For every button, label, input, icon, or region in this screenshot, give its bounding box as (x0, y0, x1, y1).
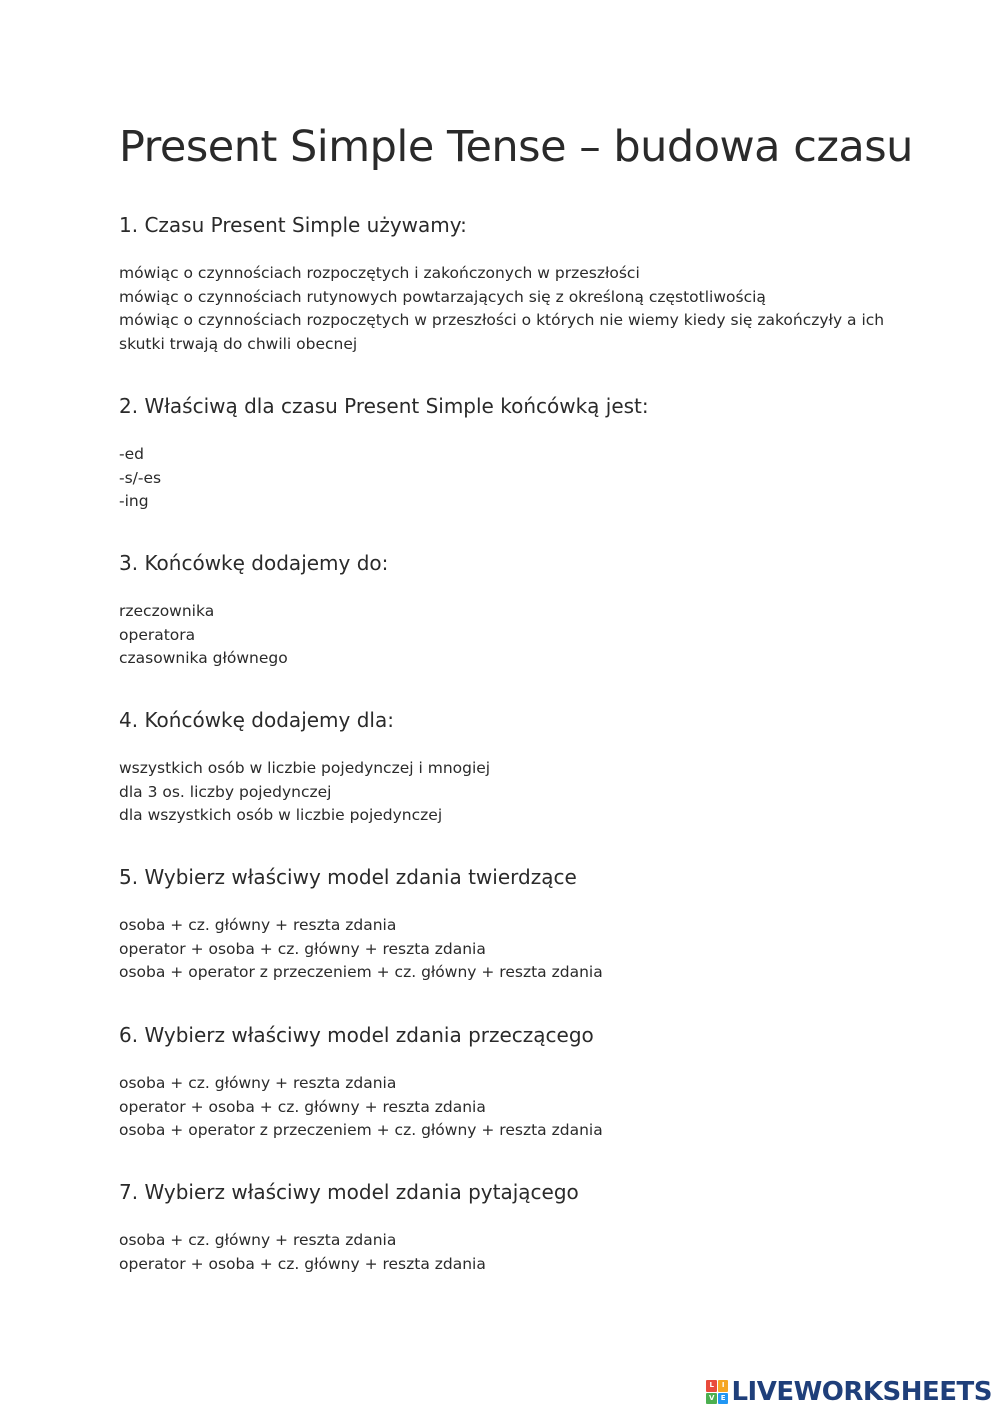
question-heading: 7. Wybierz właściwy model zdania pytającego (119, 1180, 579, 1204)
option-list (119, 262, 909, 356)
option-item[interactable]: -ing (119, 492, 149, 510)
option-item[interactable]: osoba + cz. główny + reszta zdania (119, 1074, 397, 1092)
logo-mark-tile: L (706, 1380, 717, 1392)
question-2 (119, 393, 909, 514)
option-item[interactable]: mówiąc o czynnościach rozpoczętych i zakończonych w przeszłości (119, 264, 640, 282)
logo-mark-tile: V (706, 1393, 717, 1405)
question-heading: 4. Końcówkę dodajemy dla: (119, 708, 394, 732)
option-item[interactable]: rzeczownika (119, 602, 215, 620)
option-item[interactable]: operatora (119, 625, 196, 644)
question-heading: 2. Właściwą dla czasu Present Simple końcówką jest: (119, 394, 649, 418)
option-item[interactable]: wszystkich osób w liczbie pojedynczej i mnogiej (119, 759, 491, 777)
option-item[interactable]: mówiąc o czynnościach rutynowych powtarzających się z określoną częstotliwością (119, 287, 766, 306)
question-7 (119, 1179, 909, 1276)
logo-text: LIVEWORKSHEETS (731, 1377, 992, 1407)
option-item[interactable]: osoba + operator z przeczeniem + cz. główny + reszta zdania (119, 963, 603, 981)
logo-mark-tile: I (718, 1380, 729, 1392)
option-item[interactable]: czasownika głównego (119, 649, 288, 667)
option-list (119, 1072, 909, 1143)
option-item[interactable]: operator + osoba + cz. główny + reszta zdania (119, 1097, 486, 1116)
option-item[interactable]: dla wszystkich osób w liczbie pojedynczej (119, 806, 443, 824)
logo-mark-tile: E (718, 1393, 729, 1405)
option-list (119, 757, 909, 828)
option-item[interactable]: operator + osoba + cz. główny + reszta zdania (119, 939, 486, 958)
option-item[interactable]: osoba + cz. główny + reszta zdania (119, 1231, 397, 1249)
option-item[interactable]: osoba + cz. główny + reszta zdania (119, 916, 397, 934)
option-list (119, 914, 909, 985)
question-6 (119, 1022, 909, 1143)
option-list (119, 600, 909, 671)
liveworksheets-logo[interactable] (706, 1377, 992, 1407)
question-heading: 1. Czasu Present Simple używamy: (119, 213, 467, 237)
question-4 (119, 707, 909, 828)
logo-mark-icon (706, 1380, 728, 1404)
option-item[interactable]: -ed (119, 445, 144, 463)
question-5 (119, 864, 909, 985)
option-list (119, 443, 909, 514)
option-item[interactable]: dla 3 os. liczby pojedynczej (119, 782, 332, 801)
option-item-continuation[interactable]: skutki trwają do chwili obecnej (119, 334, 358, 353)
question-heading: 3. Końcówkę dodajemy do: (119, 551, 389, 575)
option-item[interactable]: mówiąc o czynnościach rozpoczętych w przeszłości o których nie wiemy kiedy się zakończyły a ich (119, 311, 885, 329)
question-heading: 6. Wybierz właściwy model zdania przeczącego (119, 1023, 594, 1047)
question-3 (119, 550, 909, 671)
option-list (119, 1229, 909, 1276)
option-item[interactable]: -s/-es (119, 468, 162, 487)
option-item[interactable]: osoba + operator z przeczeniem + cz. główny + reszta zdania (119, 1121, 603, 1139)
question-1 (119, 212, 909, 356)
option-item[interactable]: operator + osoba + cz. główny + reszta zdania (119, 1254, 486, 1273)
question-heading: 5. Wybierz właściwy model zdania twierdzące (119, 865, 577, 889)
page-title: Present Simple Tense – budowa czasu (119, 122, 913, 172)
